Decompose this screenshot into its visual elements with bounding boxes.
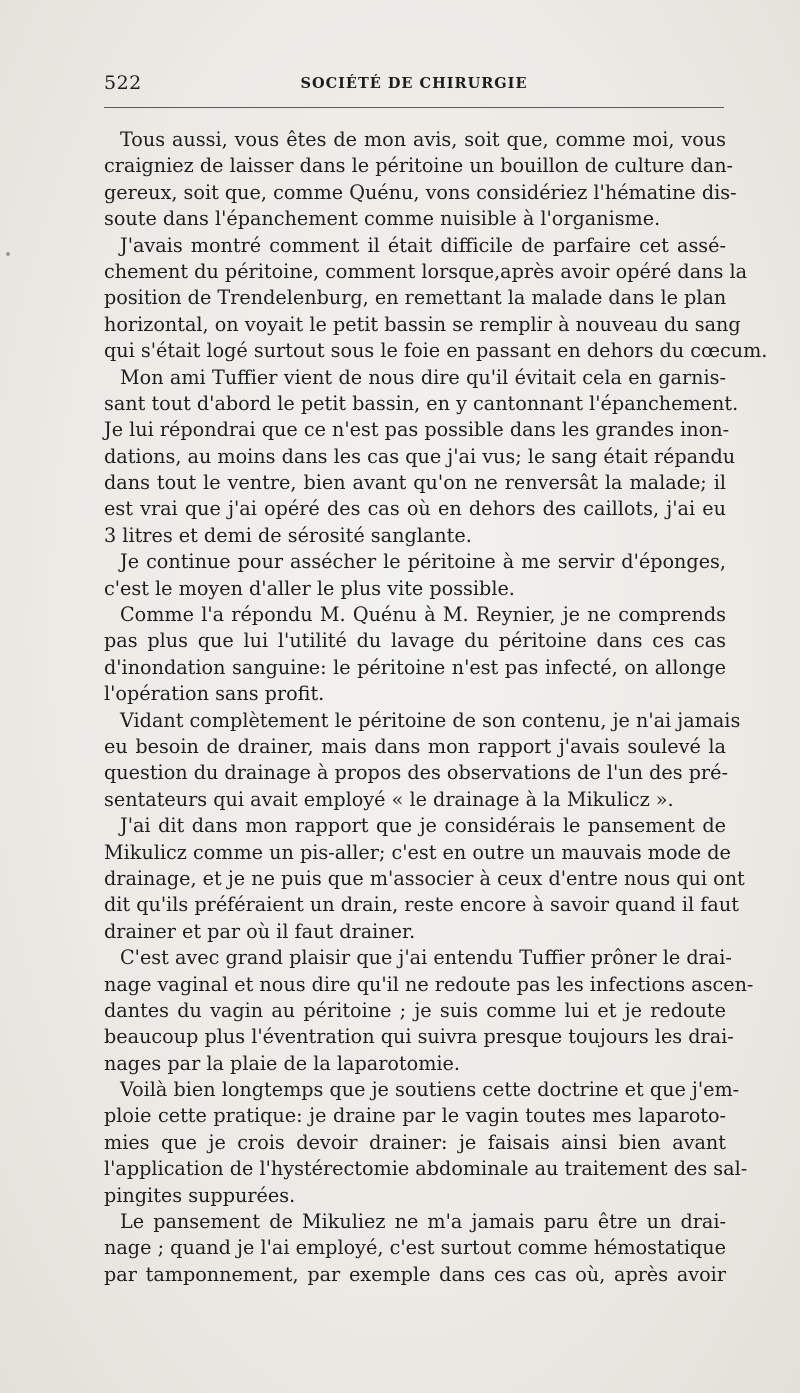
text-line: d'inondation sanguine: le péritoine n'est pas infecté, on allonge — [104, 655, 726, 679]
text-line: eu besoin de drainer, mais dans mon rapport j'avais soulevé la — [104, 734, 726, 758]
page-header — [104, 72, 724, 98]
text-line: pingites suppurées. — [104, 1183, 296, 1207]
text-line: 3 litres et demi de sérosité sanglante. — [104, 523, 472, 547]
text-line: J'ai dit dans mon rapport que je considérais le pansement de — [120, 814, 726, 838]
text-line: nages par la plaie de la laparotomie. — [104, 1051, 460, 1075]
text-line: qui s'était logé surtout sous le foie en passant en dehors du cœcum. — [104, 339, 768, 363]
paragraph — [104, 945, 754, 1077]
text-line: est vrai que j'ai opéré des cas où en dehors des caillots, j'ai eu — [104, 497, 726, 521]
paragraph — [104, 365, 739, 550]
text-line: drainage, et je ne puis que m'associer à ceux d'entre nous qui ont — [104, 866, 745, 890]
text-line: Tous aussi, vous êtes de mon avis, soit que, comme moi, vous — [120, 128, 726, 151]
paragraph — [104, 1209, 726, 1288]
text-line: par tamponnement, par exemple dans ces cas où, après avoir — [104, 1262, 726, 1286]
text-line: craigniez de laisser dans le péritoine un bouillon de culture dan- — [104, 154, 734, 178]
text-line: Je lui répondrai que ce n'est pas possible dans les grandes inon- — [104, 418, 730, 442]
text-line: gereux, soit que, comme Quénu, vons considériez l'hématine dis- — [104, 180, 737, 204]
text-line: Comme l'a répondu M. Quénu à M. Reynier, je ne comprends — [120, 603, 726, 627]
text-line: nage ; quand je l'ai employé, c'est surtout comme hémostatique — [104, 1236, 726, 1260]
text-line: soute dans l'épanchement comme nuisible à l'organisme. — [104, 207, 661, 231]
text-line: dit qu'ils préféraient un drain, reste encore à savoir quand il faut — [104, 893, 739, 917]
text-line: horizontal, on voyait le petit bassin se remplir à nouveau du sang — [104, 312, 741, 336]
text-line: Mon ami Tuffier vient de nous dire qu'il évitait cela en garnis- — [120, 365, 726, 389]
paragraph — [104, 549, 726, 602]
text-line: J'avais montré comment il était difficile de parfaire cet assé- — [120, 233, 726, 257]
text-line: Voilà bien longtemps que je soutiens cette doctrine et que j'em- — [120, 1078, 740, 1102]
paragraph — [104, 127, 737, 233]
text-line: nage vaginal et nous dire qu'il ne redoute pas les infections ascen- — [104, 972, 754, 996]
text-line: drainer et par où il faut drainer. — [104, 919, 416, 943]
text-line: l'opération sans profit. — [104, 682, 325, 706]
text-line: ploie cette pratique: je draine par le vagin toutes mes laparoto- — [104, 1104, 726, 1128]
paragraph — [104, 1077, 748, 1209]
text-line: l'application de l'hystérectomie abdominale au traitement des sal- — [104, 1157, 748, 1181]
paragraph — [104, 708, 741, 814]
body-text — [104, 127, 768, 1288]
paragraph — [104, 813, 745, 945]
text-line: sant tout d'abord le petit bassin, en y cantonnant l'épanchement. — [104, 391, 739, 415]
text-line: sentateurs qui avait employé « le drainage à la Mikulicz ». — [104, 787, 674, 811]
text-line: beaucoup plus l'éventration qui suivra presque toujours les drai- — [104, 1025, 734, 1049]
text-line: position de Trendelenburg, en remettant la malade dans le plan — [104, 286, 727, 310]
paragraph — [104, 602, 726, 708]
text-line: Je continue pour assécher le péritoine à me servir d'éponges, — [120, 550, 726, 574]
page-number: 522 — [104, 72, 142, 94]
text-line: chement du péritoine, comment lorsque,après avoir opéré dans la — [104, 259, 748, 283]
text-line: dations, au moins dans les cas que j'ai vus; le sang était répandu — [104, 444, 736, 468]
text-line: C'est avec grand plaisir que j'ai entendu Tuffier prôner le drai- — [120, 946, 732, 970]
header-rule — [104, 107, 724, 108]
text-line: dantes du vagin au péritoine ; je suis comme lui et je redoute — [104, 998, 726, 1022]
text-line: c'est le moyen d'aller le plus vite possible. — [104, 576, 515, 600]
text-line: dans tout le ventre, bien avant qu'on ne renversât la malade; il — [104, 471, 726, 495]
paragraph — [104, 233, 768, 365]
text-line: Le pansement de Mikuliez ne m'a jamais paru être un drai- — [120, 1210, 726, 1234]
text-line: Mikulicz comme un pis-aller; c'est en outre un mauvais mode de — [104, 840, 731, 864]
paper-speck — [6, 252, 10, 256]
running-title: SOCIÉTÉ DE CHIRURGIE — [300, 75, 528, 92]
text-line: mies que je crois devoir drainer: je faisais ainsi bien avant — [104, 1130, 726, 1154]
text-line: question du drainage à propos des observations de l'un des pré- — [104, 761, 728, 785]
text-line: Vidant complètement le péritoine de son contenu, je n'ai jamais — [120, 708, 741, 732]
text-line: pas plus que lui l'utilité du lavage du péritoine dans ces cas — [104, 629, 726, 653]
